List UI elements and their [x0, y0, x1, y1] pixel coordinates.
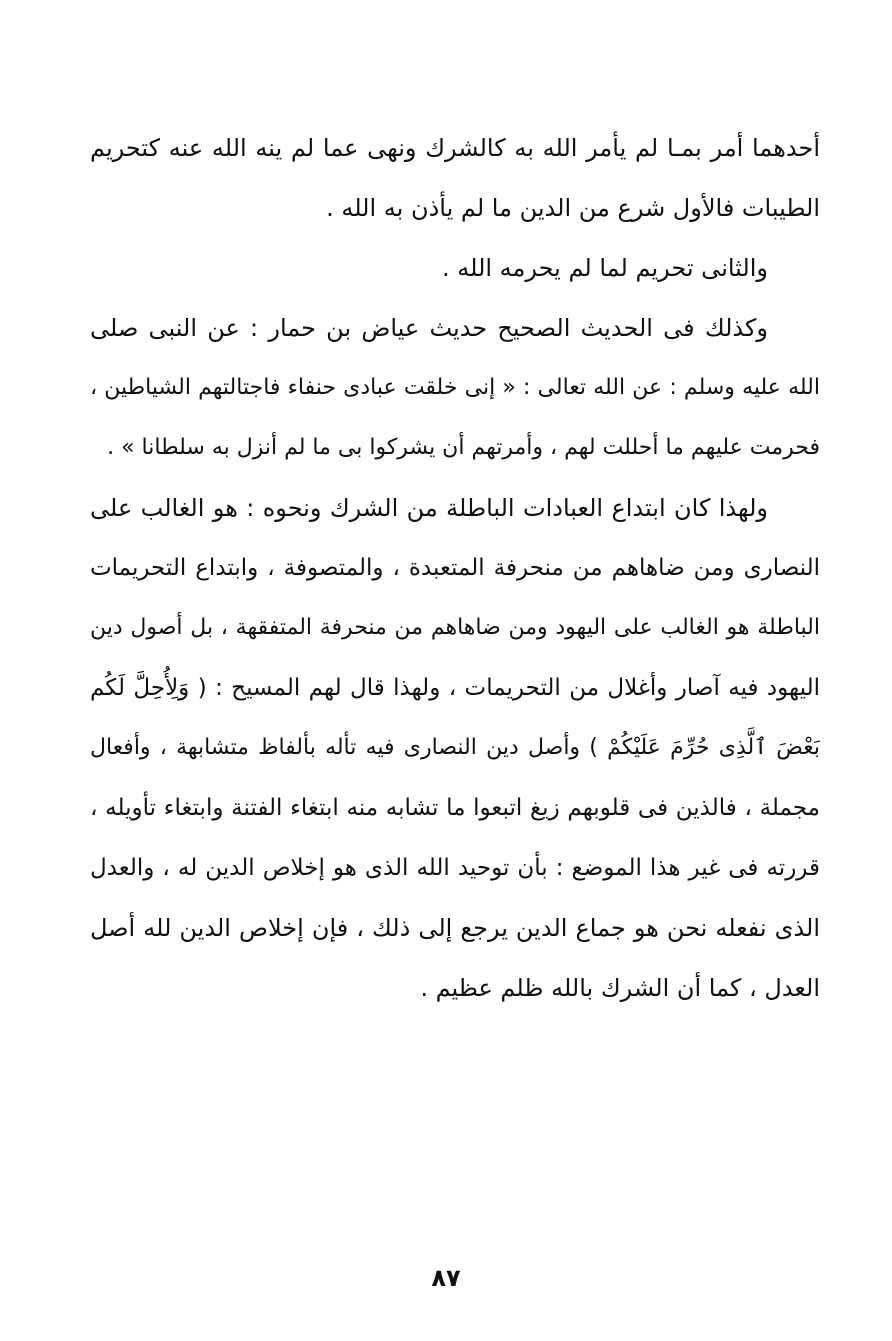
text-line: بَعْضَ ٱلَّذِى حُرِّمَ عَلَيْكُمْ ) وأصل دين النصارى فيه تأله بألفاظ متشابهة ، وأفعال: [90, 735, 820, 760]
page-number: ٨٧: [431, 1264, 461, 1292]
text-line: قررته فى غير هذا الموضع : بأن توحيد الله الذى هو إخلاص الدين له ، والعدل: [90, 855, 820, 881]
text-line: النصارى ومن ضاهاهم من منحرفة المتعبدة ، والمتصوفة ، وابتداع التحريمات: [90, 555, 820, 581]
text-line: الطيبات فالأول شرع من الدين ما لم يأذن به الله .: [326, 194, 820, 222]
text-line: العدل ، كما أن الشرك بالله ظلم عظيم .: [420, 974, 820, 1002]
text-line: الله عليه وسلم : عن الله تعالى : « إنى خلقت عبادى حنفاء فاجتالتهم الشياطين ،: [90, 375, 820, 400]
text-line: اليهود فيه آصار وأغلال من التحريمات ، ولهذا قال لهم المسيح : ( وَلِأُحِلَّ لَكُم: [90, 675, 820, 701]
text-line: أحدهما أمر بمـا لم يأمر الله به كالشرك ونهى عما لم ينه الله عنه كتحريم: [90, 134, 820, 162]
text-line: وكذلك فى الحديث الصحيح حديث عياض بن حمار : عن النبى صلى: [90, 314, 768, 342]
text-line: مجملة ، فالذين فى قلوبهم زيغ اتبعوا ما تشابه منه ابتغاء الفتنة وابتغاء تأويله ،: [90, 795, 820, 821]
body-text: [90, 118, 820, 1018]
text-line: والثانى تحريم لما لم يحرمه الله .: [442, 254, 768, 282]
text-line: ولهذا كان ابتداع العبادات الباطلة من الشرك ونحوه : هو الغالب على: [90, 494, 768, 522]
text-line: الذى نفعله نحن هو جماع الدين يرجع إلى ذلك ، فإن إخلاص الدين لله أصل: [90, 914, 820, 942]
text-line: فحرمت عليهم ما أحللت لهم ، وأمرتهم أن يشركوا بى ما لم أنزل به سلطانا » .: [107, 435, 820, 460]
text-line: الباطلة هو الغالب على اليهود ومن ضاهاهم من منحرفة المتفقهة ، بل أصول دين: [90, 615, 820, 640]
